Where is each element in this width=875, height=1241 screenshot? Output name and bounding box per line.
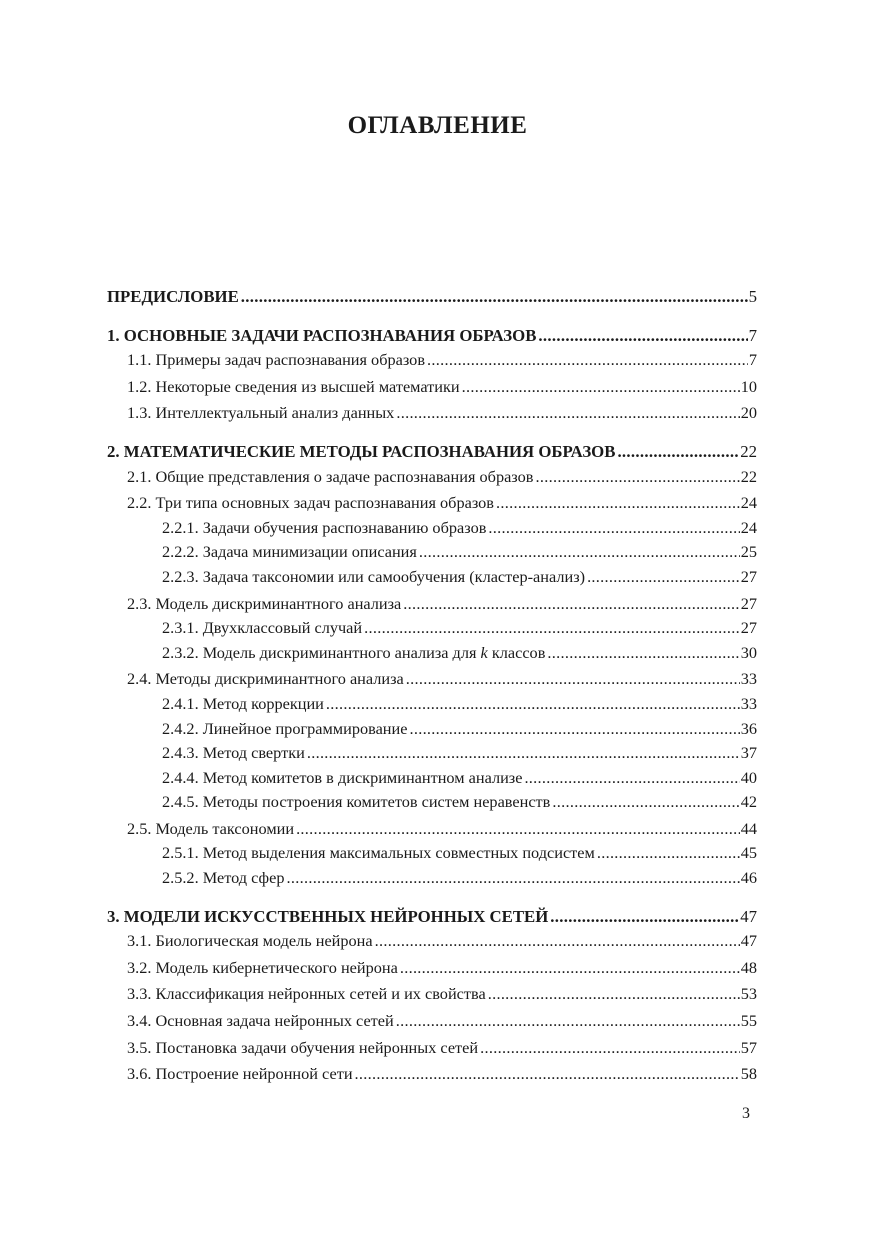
toc-entry-label: 1.2. Некоторые сведения из высшей математики bbox=[127, 376, 460, 396]
leader-dots bbox=[488, 516, 739, 541]
toc-section-3-5[interactable] bbox=[107, 1036, 757, 1061]
label-text-pre: 2.3.2. Модель дискриминантного анализа для bbox=[162, 642, 481, 662]
toc-page-number: 47 bbox=[740, 931, 757, 951]
toc-subsection-2-2-2[interactable] bbox=[107, 540, 757, 565]
toc-page-number: 24 bbox=[740, 517, 757, 537]
leader-dots bbox=[496, 491, 740, 516]
leader-dots bbox=[396, 1009, 740, 1034]
toc-subsection-2-2-1[interactable] bbox=[107, 516, 757, 541]
leader-dots bbox=[587, 565, 740, 590]
toc-section-1-1[interactable] bbox=[107, 348, 757, 373]
toc-page-number: 33 bbox=[740, 693, 757, 713]
leader-dots bbox=[462, 375, 740, 400]
leader-dots bbox=[375, 929, 740, 954]
toc-subsection-2-5-1[interactable] bbox=[107, 841, 757, 866]
toc-subsection-2-5-2[interactable] bbox=[107, 866, 757, 891]
leader-dots bbox=[406, 667, 740, 692]
toc-entry-label: ПРЕДИСЛОВИЕ bbox=[107, 287, 239, 306]
toc-page-number: 27 bbox=[740, 593, 757, 613]
toc-page-number: 10 bbox=[740, 376, 757, 396]
page-title: ОГЛАВЛЕНИЕ bbox=[347, 112, 528, 139]
leader-dots bbox=[552, 790, 739, 815]
toc-entry-label: 2.5. Модель таксономии bbox=[127, 818, 295, 838]
toc-section-3-4[interactable] bbox=[107, 1009, 757, 1034]
toc-subsection-2-4-5[interactable] bbox=[107, 790, 757, 815]
toc-page-number: 36 bbox=[740, 718, 757, 738]
table-of-contents bbox=[107, 285, 757, 1087]
toc-entry-label: 2.4.5. Методы построения комитетов систем неравенств bbox=[162, 792, 551, 812]
toc-chapter-1[interactable] bbox=[107, 324, 757, 349]
toc-subsection-2-4-1[interactable] bbox=[107, 692, 757, 717]
toc-subsection-2-4-4[interactable] bbox=[107, 766, 757, 791]
toc-page-number: 33 bbox=[740, 669, 757, 689]
toc-entry-label: 1.1. Примеры задач распознавания образов bbox=[127, 350, 426, 370]
toc-entry-label: 2.2. Три типа основных задач распознавания образов bbox=[127, 493, 494, 513]
leader-dots bbox=[286, 866, 739, 891]
toc-entry-label: 3. МОДЕЛИ ИСКУССТВЕННЫХ НЕЙРОННЫХ СЕТЕЙ bbox=[107, 906, 549, 926]
toc-page-number: 22 bbox=[740, 441, 757, 461]
leader-dots bbox=[403, 592, 739, 617]
toc-entry-label: 3.1. Биологическая модель нейрона bbox=[127, 931, 373, 951]
toc-page-number: 55 bbox=[740, 1011, 757, 1031]
toc-section-3-1[interactable] bbox=[107, 929, 757, 954]
toc-entry-label: 2.4.2. Линейное программирование bbox=[162, 718, 408, 738]
toc-page-number: 57 bbox=[740, 1037, 757, 1057]
leader-dots bbox=[547, 641, 739, 666]
toc-page-number: 20 bbox=[740, 403, 757, 423]
leader-dots bbox=[427, 348, 748, 373]
toc-entry-label: 2.2.1. Задачи обучения распознаванию образов bbox=[162, 517, 487, 537]
toc-page-number: 45 bbox=[740, 843, 757, 863]
toc-entry-label: 1. ОСНОВНЫЕ ЗАДАЧИ РАСПОЗНАВАНИЯ ОБРАЗОВ bbox=[107, 325, 537, 345]
toc-page-number: 40 bbox=[740, 767, 757, 787]
toc-entry-label: 3.4. Основная задача нейронных сетей bbox=[127, 1011, 394, 1031]
toc-page-number: 37 bbox=[740, 743, 757, 763]
toc-entry-label: 2.4.4. Метод комитетов в дискриминантном анализе bbox=[162, 767, 523, 787]
toc-section-1-3[interactable] bbox=[107, 401, 757, 426]
leader-dots bbox=[617, 440, 739, 465]
label-text-post: классов bbox=[487, 642, 546, 662]
toc-entry-label: 3.5. Постановка задачи обучения нейронных сетей bbox=[127, 1037, 479, 1057]
leader-dots bbox=[488, 982, 740, 1007]
toc-section-3-6[interactable] bbox=[107, 1062, 757, 1087]
toc-section-2-5[interactable] bbox=[107, 817, 757, 842]
toc-entry-label: 3.3. Классификация нейронных сетей и их свойства bbox=[127, 984, 486, 1004]
toc-page-number: 25 bbox=[740, 542, 757, 562]
toc-entry-label: 2.5.2. Метод сфер bbox=[162, 868, 285, 888]
toc-page-number: 27 bbox=[740, 566, 757, 586]
toc-page-number: 46 bbox=[740, 868, 757, 888]
toc-subsection-2-4-3[interactable] bbox=[107, 741, 757, 766]
toc-section-2-3[interactable] bbox=[107, 592, 757, 617]
toc-entry-label: 2. МАТЕМАТИЧЕСКИЕ МЕТОДЫ РАСПОЗНАВАНИЯ ОБРАЗОВ bbox=[107, 441, 616, 461]
toc-subsection-2-3-1[interactable] bbox=[107, 616, 757, 641]
toc-entry-label: 2.4.1. Метод коррекции bbox=[162, 693, 324, 713]
toc-section-2-1[interactable] bbox=[107, 465, 757, 490]
toc-page-number: 58 bbox=[740, 1064, 757, 1084]
leader-dots bbox=[307, 741, 740, 766]
toc-page-number: 24 bbox=[740, 493, 757, 513]
toc-page-number: 53 bbox=[740, 984, 757, 1004]
leader-dots bbox=[326, 692, 740, 717]
page-number: 3 bbox=[742, 1105, 750, 1122]
toc-section-2-4[interactable] bbox=[107, 667, 757, 692]
toc-page-number: 7 bbox=[748, 325, 757, 345]
toc-entry-preface[interactable] bbox=[107, 285, 757, 310]
toc-page-number: 22 bbox=[740, 466, 757, 486]
leader-dots bbox=[409, 717, 739, 742]
leader-dots bbox=[241, 285, 748, 310]
toc-page-number: 48 bbox=[740, 957, 757, 977]
toc-entry-label: 1.3. Интеллектуальный анализ данных bbox=[127, 403, 395, 423]
toc-subsection-2-3-2[interactable] bbox=[107, 641, 757, 666]
leader-dots bbox=[355, 1062, 740, 1087]
toc-page-number: 42 bbox=[740, 792, 757, 812]
toc-entry-label: 3.6. Построение нейронной сети bbox=[127, 1064, 353, 1084]
leader-dots bbox=[524, 766, 739, 791]
toc-section-2-2[interactable] bbox=[107, 491, 757, 516]
toc-entry-label: 2.3.1. Двухклассовый случай bbox=[162, 618, 363, 638]
toc-entry-label: 2.2.3. Задача таксономии или самообучения (кластер-анализ) bbox=[162, 566, 586, 586]
toc-entry-label: 2.1. Общие представления о задаче распознавания образов bbox=[127, 466, 534, 486]
leader-dots bbox=[597, 841, 740, 866]
toc-page-number: 44 bbox=[740, 818, 757, 838]
toc-entry-label: 2.4. Методы дискриминантного анализа bbox=[127, 669, 404, 689]
toc-chapter-3[interactable] bbox=[107, 905, 757, 930]
toc-subsection-2-4-2[interactable] bbox=[107, 717, 757, 742]
toc-page-number: 5 bbox=[748, 287, 757, 306]
leader-dots bbox=[419, 540, 740, 565]
toc-entry-label: 2.5.1. Метод выделения максимальных совместных подсистем bbox=[162, 843, 595, 863]
toc-entry-label: 2.4.3. Метод свертки bbox=[162, 743, 305, 763]
leader-dots bbox=[480, 1036, 740, 1061]
toc-page-number: 47 bbox=[740, 906, 757, 926]
toc-page-number: 27 bbox=[740, 618, 757, 638]
leader-dots bbox=[538, 324, 747, 349]
leader-dots bbox=[550, 905, 739, 930]
leader-dots bbox=[364, 616, 740, 641]
leader-dots bbox=[296, 817, 740, 842]
leader-dots bbox=[396, 401, 739, 426]
toc-page-number: 30 bbox=[740, 642, 757, 662]
toc-page-number: 7 bbox=[748, 350, 757, 370]
label-variable-k: k bbox=[480, 642, 488, 662]
toc-entry-label bbox=[162, 641, 545, 666]
toc-section-3-2[interactable] bbox=[107, 956, 757, 981]
toc-section-1-2[interactable] bbox=[107, 375, 757, 400]
toc-subsection-2-2-3[interactable] bbox=[107, 565, 757, 590]
leader-dots bbox=[400, 956, 740, 981]
toc-chapter-2[interactable] bbox=[107, 440, 757, 465]
toc-entry-label: 2.3. Модель дискриминантного анализа bbox=[127, 593, 402, 613]
toc-entry-label: 3.2. Модель кибернетического нейрона bbox=[127, 957, 398, 977]
toc-entry-label: 2.2.2. Задача минимизации описания bbox=[162, 542, 417, 562]
toc-section-3-3[interactable] bbox=[107, 982, 757, 1007]
leader-dots bbox=[535, 465, 739, 490]
